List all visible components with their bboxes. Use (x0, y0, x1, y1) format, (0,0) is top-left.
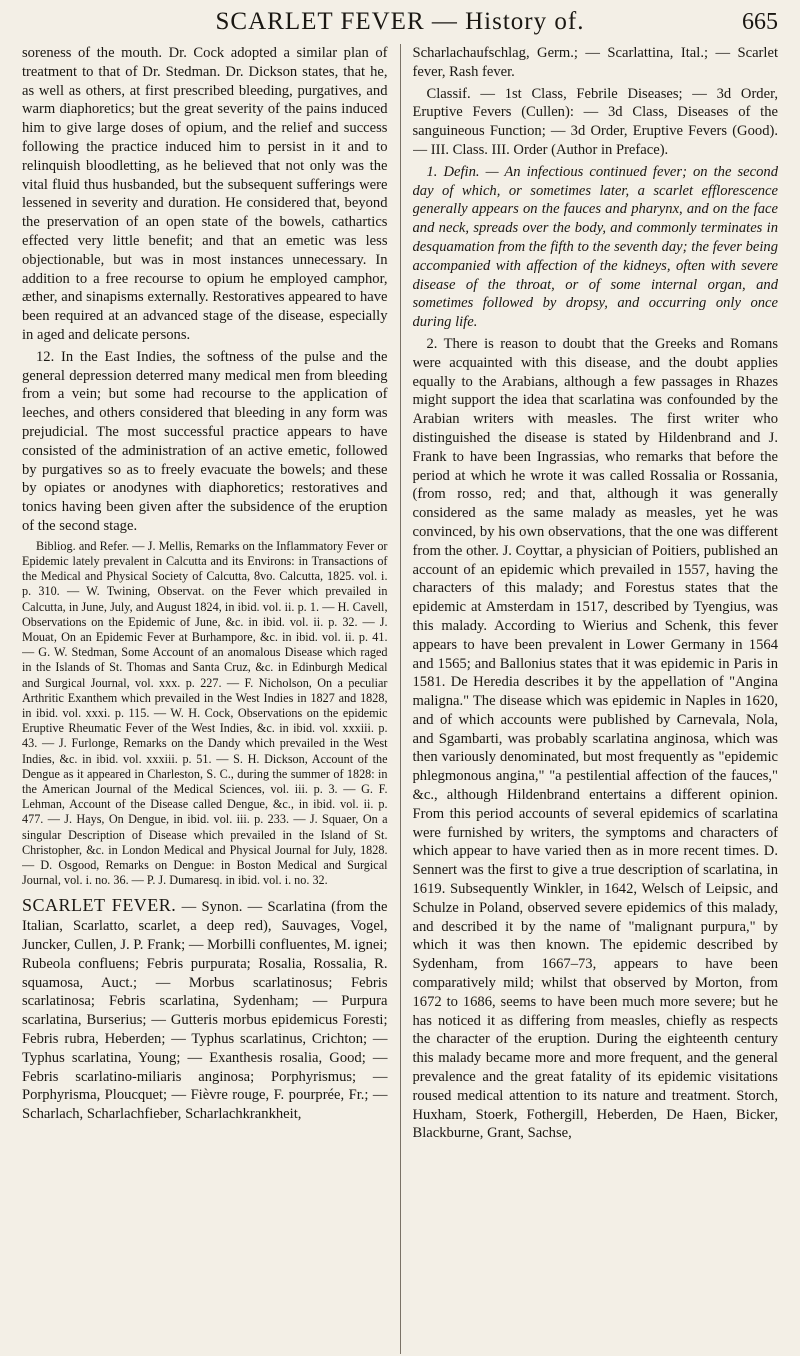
scarlet-fever-entry (22, 896, 388, 1124)
right-column (413, 44, 779, 1354)
page-header (22, 8, 778, 42)
classification-paragraph: Classif. — 1st Class, Febrile Diseases; — 3d Order, Eruptive Fevers (Cullen): — 3d Class, Diseases of the sanguineous Function; — 3d Order, Eruptive Fevers (Good). — III. Class. III. Order (Author in Preface). (412, 85, 778, 158)
paragraph-treatment: soreness of the mouth. Dr. Cock adopted a similar plan of treatment to that of Dr. Stedman. Dr. Dickson states, that he, as well as others, at first prescribed bleeding, purgatives, and warm diaphoretics; but the great severity of the pains induced him to give large doses of opium, and the relief and success following the practice induced him to persist in it and to relinquish bloodletting, as he believed that not only was the vital fluid thus husbanded, but the subsequent sufferings were lessened in severity and duration. He considered that, beyond the preservation of an open state of the bowels, cathartics effected very little benefit; and that an emetic was less objectionable, but was in most instances unnecessary. In addition to a free recourse to opium he employed camphor, æther, and sinapisms externally. Restoratives appeared to have been required at an advanced stage of the disease, especially in aged and delicate persons. (22, 45, 388, 343)
two-column-body (22, 44, 778, 1354)
paragraph-east-indies: 12. In the East Indies, the softness of the pulse and the general depression deterred many medical men from bleeding from a vein; but some had recourse to the application of leeches, and others considered that bleeding in any form was prejudicial. The most successful practice appears to have consisted of the administration of an active emetic, followed by purgatives so as to freely evacuate the bowels; and these by opiates or anodynes with diaphoretics; restoratives and tonics having been given after the subsidence of the eruption of the second stage. (22, 348, 388, 534)
synonyms-continued: Scharlachaufschlag, Germ.; — Scarlattina, Ital.; — Scarlet fever, Rash fever. (412, 45, 778, 80)
entry-title: SCARLET FEVER. (22, 895, 177, 916)
definition-paragraph: 1. Defin. — An infectious continued fever; on the second day of which, or sometimes later, a scarlet efflorescence generally appears on the fauces and pharynx, and on the face and neck, spreads over the body, and commonly terminates in desquamation from the fifth to the seventh day; the fever being accompanied with affection of the kidneys, often with severe disease of the throat, or of some internal organ, and sometimes followed by dropsy, and occurring only once during life. (412, 163, 778, 331)
running-head: SCARLET FEVER — History of. (215, 8, 585, 35)
left-column (22, 44, 388, 1354)
page-number: 665 (742, 9, 778, 35)
bibliography-references: Bibliog. and Refer. — J. Mellis, Remarks on the Inflammatory Fever or Epidemic lately prevalent in Calcutta and its Environs: in Transactions of the Medical and Physical Society of Calcutta, 8vo. Calcutta, 1825. vol. i. p. 310. — W. Twining, Observat. on the Fever which prevailed in Calcutta, in June, July, and August 1824, in ibid. vol. ii. p. 1. — H. Cavell, Observations on the Epidemic of June, &c. in ibid. vol. ii. p. 32. — J. Mouat, On an Epidemic Fever at Burhampore, &c. in ibid. vol. ii. p. 41. — G. W. Stedman, Some Account of an anomalous Disease which raged in the Islands of St. Thomas and Santa Cruz, &c. in Edinburgh Medical and Surgical Journal, vol. xxx. p. 227. — F. Nicholson, On a peculiar Arthritic Exanthem which prevailed in the West Indies in 1827 and 1828, in ibid. vol. xxxi. p. 115. — W. H. Cock, Observations on the epidemic Eruptive Rheumatic Fever of the West Indies, &c. in ibid. vol. xxxiii. p. 43. — J. Furlonge, Remarks on the Dandy which prevailed in the West Indies, &c. in ibid. vol. xxxiii. p. 51. — S. H. Dickson, Account of the Dengue as it appeared in Charleston, S. C., during the summer of 1828: in the American Journal of the Medical Sciences, vol. iii. p. 3. — G. F. Lehman, Account of the Disease called Dengue, &c., in ibid. vol. ii. p. 477. — J. Hays, On Dengue, in ibid. vol. iii. p. 233. — J. Squaer, On a singular Description of Disease which prevailed in the Island of St. Christopher, &c. in London Medical and Physical Journal for July, 1828. — D. Osgood, Remarks on Dengue: in Boston Medical and Surgical Journal, vol. i. no. 36. — P. J. Dumaresq. in ibid. vol. i. no. 32. (22, 538, 388, 888)
column-divider (400, 44, 401, 1354)
history-paragraph: 2. There is reason to doubt that the Greeks and Romans were acquainted with this disease, and the doubt applies equally to the Arabians, although a few passages in Rhazes might support the idea that scarlatina was confounded by the Arabian writers with measles. The first writer who distinguished the disease is stated by Hildenbrand and J. Frank to have been Ingrassias, who remarks that before the period at which he wrote it was called Rossalia or Rossania, (from rosso, red; and that, although it was generally considered as the same malady as measles, yet he was convinced, by his own observations, that the one was different from the other. J. Coyttar, a physician of Poitiers, published an account of an epidemic which prevailed in 1557, having the characters of this malady; and Forestus states that the epidemic at Amsterdam in 1517, described by Tyengius, was this malady. According to Wierius and Schenk, this fever appears to have been prevalent in Lower Germany in 1564 and 1565; and Ballonius states that it was epidemic in Paris in 1581. De Heredia describes it by the appellation of "Angina maligna." The disease which was epidemic in Naples in 1620, and of which accounts were published by Carnevala, Nola, and Sgambarti, was probably scarlatina anginosa, which was then variously denominated, but most frequently as "epidemic phlegmonous angina," "a pestilential affection of the fauces," &c., although Hildenbrand entertains a different opinion. From this period accounts of several epidemics of scarlatina were furnished by writers, the symptoms and characters of which appear to have varied then as in more recent times. D. Sennert was the first to give a true description of scarlatina, in 1619. Subsequently Winkler, in 1642, Welsch of Leipsic, and Schulze in Poland, observed severe epidemics of this malady, and described it by the name of "malignant purpura," by which it was then known. The epidemic described by Sydenham, from 1667–73, appears to have been comparatively mild; whilst that observed by Morton, from 1672 to 1686, seems to have been much more severe; but he has noticed it as differing from measles, chiefly as respects the character of the eruption. During the eighteenth century this malady became more and more frequent, and the general prevalence and the great fatality of its epidemic visitations roused medical attention to its nature and treatment. Storch, Huxham, Stoerk, Fothergill, Heberden, De Haen, Bicker, Blackburne, Grant, Sachse, (412, 335, 778, 1142)
synonyms-text: — Synon. — Scarlatina (from the Italian, Scarlatto, scarlet, a deep red), Sauvages, Vogel, Juncker, Cullen, J. P. Frank; — Morbilli confluentes, M. ignei; Rubeola confluens; Febris purpurata; Rosalia, Rossalia, R. squamosa, Auct.; — Morbus scarlatinosus; Febris scarlatinosa; Febris scarlatina, Sydenham; — Purpura scarlatina, Burserius; — Gutteris morbus epidemicus Foresti; Febris rubra, Heberden; — Typhus scarlatinus, Crichton; — Typhus scarlatina, Young; — Exanthesis rosalia, Good; — Febris scarlatino-miliaris anginosa; Porphyrismus; — Porphyrisma, Ploucquet; — Fièvre rouge, F. pourprée, Fr.; — Scharlach, Scharlachfieber, Scharlachkrankheit, (22, 899, 388, 1123)
